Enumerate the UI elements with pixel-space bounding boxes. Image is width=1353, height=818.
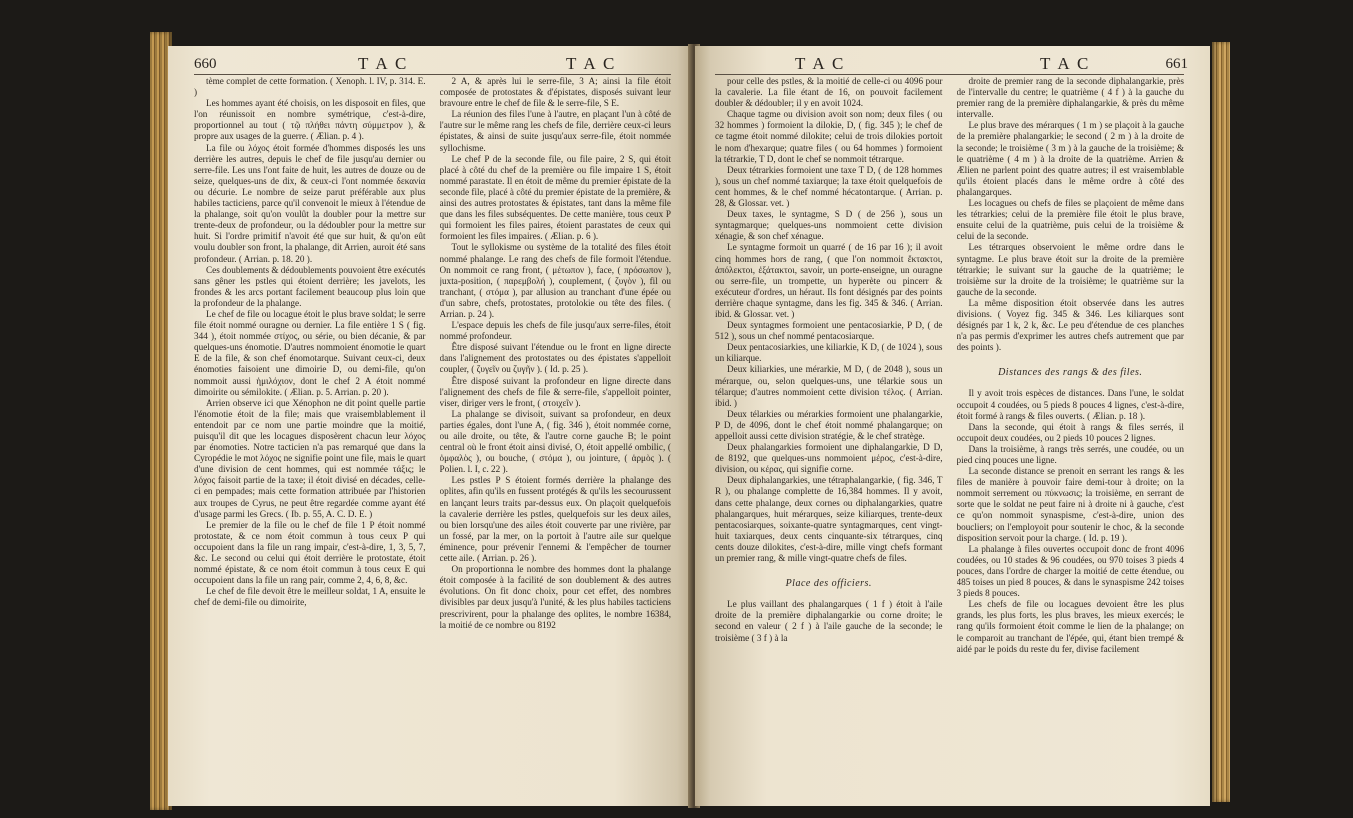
paragraph: Les locagues ou chefs de files se plaçoient de même dans les tétrarkies; celui de la première file étoit le plus brave, ensuite celui de la quatrième, puis celui de la troisième & celui de la seconde. (956, 198, 1184, 242)
paragraph: Deux télarkies ou mérarkies formoient une phalangarkie, P D, de 4096, dont le chef étoit nommé phalangarque; on appelloit aussi cette division stratégie, & le chef stratège. (715, 408, 943, 441)
section-heading: Distances des rangs & des files. (998, 367, 1143, 379)
header-rule (715, 74, 1184, 75)
paragraph: Être disposé suivant la profondeur en ligne directe dans l'alignement des chefs de file & serre-file, s'appelloit pointer, viser, diriger vers le front, ( στοιχεῖν ). (439, 375, 671, 408)
paragraph: Les tétrarques observoient le même ordre dans le syntagme. Le plus brave étoit sur la droite de la première tétrarkie; le suivant sur la gauche de la quatrième; le troisième sur la droite de la troisième; le quatrième sur la gauche de la seconde. (956, 242, 1184, 297)
paragraph: Deux kiliarkies, une mérarkie, M D, ( de 2048 ), sous un mérarque, ou, selon quelques-uns, une télarkie sous un télarque; d'autres nommoient cette division τέλος. ( Arrian. ibid. ) (715, 364, 943, 408)
paragraph: Deux pentacosiarkies, une kiliarkie, K D, ( de 1024 ), sous un kiliarque. (715, 342, 943, 364)
running-headword: T A C (1040, 54, 1091, 73)
paragraph: Tout le syllokisme ou système de la totalité des files étoit nommé phalange. Le rang des chefs de file formoit l'étendue. On nommoit ce rang front, ( μέτωπον ), face, ( πρόσωπον ), juxta-position, ( παρεμβολή ), couplement, ( ζυγὸν ), fil ou tranchant, ( στόμα ), par allusion au tranchant d'une épée ou d'un sabre, chefs, protostates, protolokie ou tête des files. ( Arrian. p. 24 ). (439, 242, 671, 319)
paragraph: Le plus brave des mérarques ( 1 m ) se plaçoit à la gauche de la première phalangarkie; le second ( 2 m ) à la droite de la seconde; le troisième ( 3 m ) à la gauche de la troisième; & le quatrième ( 4 m ) à la droite de la quatrième. Arrien & Ælien ne parlent point des quatre autres; il est vraisemblable qu'ils étoient placés dans le même ordre à côté des phalangarques. (956, 120, 1184, 197)
section-heading: Place des officiers. (785, 578, 872, 590)
right-page-edges (1212, 42, 1230, 802)
paragraph: droite de premier rang de la seconde diphalangarkie, près de l'intervalle du centre; le quatrième ( 4 f ) à la gauche du premier rang de la première diphalangarkie, & près du même intervalle. (956, 76, 1184, 120)
paragraph: Le premier de la file ou le chef de file 1 P étoit nommé protostate, & ce nom étoit commun à tous ceux P qui occupoient dans la file un rang impair, c'est-à-dire, 1, 3, 5, 7, &c. Le second ou celui qui étoit derrière le protostate, étoit nommé épistate, & ce nom étoit commun à tous ceux E qui occupoient dans la file un rang pair, comme 2, 4, 6, 8, &c. (194, 519, 426, 586)
paragraph: Arrien observe ici que Xénophon ne dit point quelle partie l'énomotie étoit de la file; mais que vraisemblablement il entendoit par ce nom une partie moindre que la moitié, puisqu'il dit que les locagues disposèrent chacun leur λόχος par énomoties. Notre tacticien n'a pas remarqué que dans la Cyropédie le mot λόχος ne signifie point une file, mais le quart d'une division de cent hommes, qui est nommée τάξις; le λόχος faisoit partie de la taxe; il étoit divisé en décades, celle-ci en pempades; mais cette formation attribuée par l'historien aux troupes de Cyrus, ne peut être regardée comme ayant été d'usage parmi les Grecs. ( Ib. p. 55, A. C. D. E. ) (194, 397, 426, 519)
paragraph: tème complet de cette formation. ( Xenoph. l. IV, p. 314. E. ) (194, 76, 426, 98)
paragraph: Dans la troisième, à rangs très serrés, une coudée, ou un pied cinq pouces une ligne. (956, 443, 1184, 465)
paragraph: Être disposé suivant l'étendue ou le front en ligne directe dans l'alignement des protostates ou des épistates s'appelloit coupler, ( ζυγεῖν ou ζυγῆν ). ( Id. p. 25 ). (439, 342, 671, 375)
paragraph: La phalange à files ouvertes occupoit donc de front 4096 coudées, ou 10 stades & 96 coudées, ou 970 toises 3 pieds 4 pouces, dans l'ordre de charger la moitié de cette étendue, ou 485 toises un pied 8 pouces, & dans le synaspisme 242 toises 3 pieds 8 pouces. (956, 543, 1184, 599)
paragraph: 2 A, & après lui le serre-file, 3 A; ainsi la file étoit composée de protostates & d'épistates, disposés suivant leur bravoure entre le chef de file & le serre-file, S E. (439, 76, 671, 109)
paragraph: Il y avoit trois espèces de distances. Dans l'une, le soldat occupoit 4 coudées, ou 5 pieds 8 pouces 4 lignes, c'est-à-dire, étoit formé à rangs & files ouverts. ( Ælian. p. 18 ). (956, 388, 1184, 421)
paragraph: La réunion des files l'une à l'autre, en plaçant l'un à côté de l'autre sur le même rang les chefs de file, derrière ceux-ci leurs épistates, & ainsi de suite jusqu'aux serre-file, étoit nommée syllochisme. (439, 109, 671, 153)
paragraph: L'espace depuis les chefs de file jusqu'aux serre-files, étoit nommé profondeur. (439, 320, 671, 342)
running-headword: T A C (566, 54, 617, 73)
left-page-columns (194, 76, 671, 796)
paragraph: Le chef de file ou locague étoit le plus brave soldat; le serre file étoit nommé ouragne ou dernier. La file entière 1 S ( fig. 344 ), étoit nommée στίχος, ou série, ou bien décanie, & par quelques-uns énomotie. D'autres nommoient énomotie le quart E de la file, & son chef énomotarque. Suivant ceux-ci, deux énomoties faisoient une dimoirie D, ou demi-file, qu'on nommoit aussi ἡμιλόχιον, dont le chef 2 A étoit nommé dimoirite ou sémilokite. ( Ælian. p. 5. Arrian. p. 20 ). (194, 308, 426, 397)
paragraph: Deux phalangarkies formoient une diphalangarkie, D D, de 8192, que quelques-uns nommoient μέρος, c'est-à-dire, division, ou κέρας, qui signifie corne. (715, 442, 943, 475)
text-column-right-2 (957, 76, 1185, 796)
paragraph: pour celle des pstles, & la moitié de celle-ci ou 4096 pour la cavalerie. La file étant de 16, on pouvoit facilement doubler & dédoubler; il y en avoit 1024. (715, 76, 943, 109)
paragraph: La seconde distance se prenoit en serrant les rangs & les files de manière à pouvoir faire demi-tour à droite; on la nommoit serrement ou πύκνωσις; la troisième, en serrant de sorte que le soldat ne peut faire ni à droite ni à gauche, c'est ce qu'on nommoit synaspisme, c'est-à-dire, union des boucliers; on l'employoit pour soutenir le choc, & la seconde disposition servoit pour la charge. ( Id. p. 19 ). (956, 466, 1184, 543)
paragraph: Le syntagme formoit un quarré ( de 16 par 16 ); il avoit cinq hommes hors de rang, ( que l'on nommoit ἔκτακτοι, ἀπόλεκτοι, ἐξάτακτοι, savoir, un porte-enseigne, un ouragne ou serre-file, un trompette, un hyperète ou pincerr & exécuteur d'ordres, un héraut. Ils font désignés par des points derrière chaque syntagme, dans les fig. 345 & 346. ( Arrian. ibid. & Glossar. vet. ) (715, 242, 943, 319)
text-column-left-1 (194, 76, 426, 796)
text-column-right-1 (715, 76, 943, 796)
paragraph: Le plus vaillant des phalangarques ( 1 f ) étoit à l'aile droite de la première diphalangarkie ou corne droite; le second en valeur ( 2 f ) à l'aile gauche de la seconde; le troisième ( 3 f ) à la (715, 599, 943, 643)
paragraph: Chaque tagme ou division avoit son nom; deux files ( ou 32 hommes ) formoient la dilokie, D, ( fig. 345 ); le chef de ce tagme étoit nommé dilokite; celui de trois dilokies portoit le nom d'hexarque; quatre files ( ou 64 hommes ) formoient la tétrarkie, T D, dont le chef se nommoit tétrarque. (715, 109, 943, 164)
text-column-left-2 (440, 76, 672, 796)
paragraph: La file ou λόχος étoit formée d'hommes disposés les uns derrière les autres, depuis le chef de file jusqu'au dernier ou serre-file. Les uns l'ont faite de huit, les autres de douze ou de seize, quelques-uns de dix, & ceux-ci l'ont nommée δεκανία ou décurie. Le nombre de seize parut préférable aux plus habiles tacticiens, parce qu'il convenoit le mieux à l'étendue de la phalange, soit qu'on voulût la doubler pour la mettre sur trente-deux de profondeur, ou la dédoubler pour la mettre sur huit. Si l'ordre primitif n'avoit été que sur huit, & qu'on eût voulu doubler son front, la phalange, dit Arrien, auroit été sans profondeur. ( Arrian. p. 18. 20 ). (194, 142, 426, 264)
left-page-header (168, 54, 693, 76)
running-headword: T A C (795, 54, 846, 73)
page-number: 661 (1165, 56, 1188, 72)
paragraph: Les chefs de file ou locagues devoient être les plus grands, les plus forts, les plus braves, les mieux exercés; le rang qu'ils formoient étoit comme le lien de la phalange; on le comparoit au tranchant de l'épée, qui, étant bien trempé & aidé par le poids du reste du fer, divise facilement (956, 599, 1184, 654)
paragraph: Ces doublements & dédoublements pouvoient être exécutés sans gêner les pstles qui étoient derrière; les javelots, les frondes & les arcs portant facilement beaucoup plus loin que la profondeur de la phalange. (194, 264, 426, 308)
paragraph: Les pstles P S étoient formés derrière la phalange des oplites, afin qu'ils en fussent protégés & qu'ils les secourussent en lançant leurs traits par-dessus eux. On plaçoit quelquefois la cavalerie derrière les pstles, quelquefois sur les deux ailes, ou bien lorsqu'une des ailes étoit couverte par une rivière, par un fossé, par la mer, on la portoit à l'autre aile sur quelque éminence, pour prévenir l'ennemi & l'empêcher de tourner cette aile. ( Arrian. p. 26 ). (439, 475, 671, 564)
page-number: 660 (194, 56, 217, 72)
paragraph: Deux taxes, le syntagme, S D ( de 256 ), sous un syntagmarque; quelques-uns nommoient cette division xénagie, & son chef xénague. (715, 209, 943, 242)
right-page-header (695, 54, 1210, 76)
paragraph: Deux diphalangarkies, une tétraphalangarkie, ( fig. 346, T R ), ou phalange complette de 16,384 hommes. Il y avoit, dans cette phalange, deux cornes ou diphalangarkies, quatre phalangarques, huit mérarques, seize kiliarques, trente-deux pentacosiarques, soixante-quatre syntagmarques, cent vingt-huit taxiarques, deux cents cinquante-six tétrarques, cinq cents douze dilokites, c'est-à-dire, mille vingt chefs formant un premier rang, & mille vingt-quatre chefs de files. (715, 475, 943, 564)
paragraph: Deux tétrarkies formoient une taxe T D, ( de 128 hommes ), sous un chef nommé taxiarque; la taxe étoit quelquefois de cent hommes, & le chef nommé hécatontarque. ( Arrian. p. 28, & Glossar. vet. ) (715, 164, 943, 209)
paragraph: Le chef P de la seconde file, ou file paire, 2 S, qui étoit placé à côté du chef de la première ou file impaire 1 S, étoit nommé parastate. Il en étoit de même du premier épistate de la seconde file, placé à côté du premier épistate de la première, & ainsi des autres protostates & épistates, tant dans la même file que dans les files subséquentes. De cette manière, tous ceux P qui formoient les files paires, étoient parastates de ceux qui formoient les files impaires. ( Ælian. p. 6 ). (439, 153, 671, 242)
open-book (150, 20, 1230, 810)
paragraph: Le chef de file devoit être le meilleur soldat, 1 A, ensuite le chef de demi-file ou dimoirite, (194, 586, 426, 608)
paragraph: On proportionna le nombre des hommes dont la phalange étoit composée à la facilité de son doublement & des autres évolutions. On fit donc choix, pour cet effet, des nombres divisibles par deux jusqu'à l'unité, & les plus habiles tacticiens prescrivirent, pour la phalange des oplites, le nombre 16384, la moitié de ce nombre ou 8192 (439, 564, 671, 630)
paragraph: Les hommes ayant été choisis, on les disposoit en files, que l'on réunissoit en nombre symétrique, c'est-à-dire, proportionnel au tout ( τῷ πλήθει πάντη σύμμετρον ), & propre aux usages de la guerre. ( Ælian. p. 4 ). (194, 98, 426, 142)
paragraph: Dans la seconde, qui étoit à rangs & files serrés, il occupoit deux coudées, ou 2 pieds 10 pouces 2 lignes. (956, 421, 1184, 443)
paragraph: La phalange se divisoit, suivant sa profondeur, en deux parties égales, dont l'une A, ( fig. 346 ), étoit nommée corne, ou aile droite, ou tête, & l'autre corne gauche B; le point central où le front étoit ainsi divisé, O, étoit appellé ombilic, ( ὀμφαλὸς ), ou bouche, ( στόμα ), ou jointure, ( ἁρμὸς ). ( Polien. l. I, c. 22 ). (439, 408, 671, 475)
paragraph: La même disposition étoit observée dans les autres divisions. ( Voyez fig. 345 & 346. Les kiliarques sont désignés par 1 k, 2 k, &c. Le peu d'étendue de ces planches n'a pas permis d'exprimer les autres chefs autrement que par des points ). (956, 297, 1184, 353)
right-page (695, 46, 1210, 806)
paragraph: Deux syntagmes formoient une pentacosiarkie, P D, ( de 512 ), sous un chef nommé pentacosiarque. (715, 320, 943, 342)
header-rule (194, 74, 671, 75)
running-headword: T A C (358, 54, 409, 73)
right-page-columns (715, 76, 1184, 796)
left-page (168, 46, 693, 806)
